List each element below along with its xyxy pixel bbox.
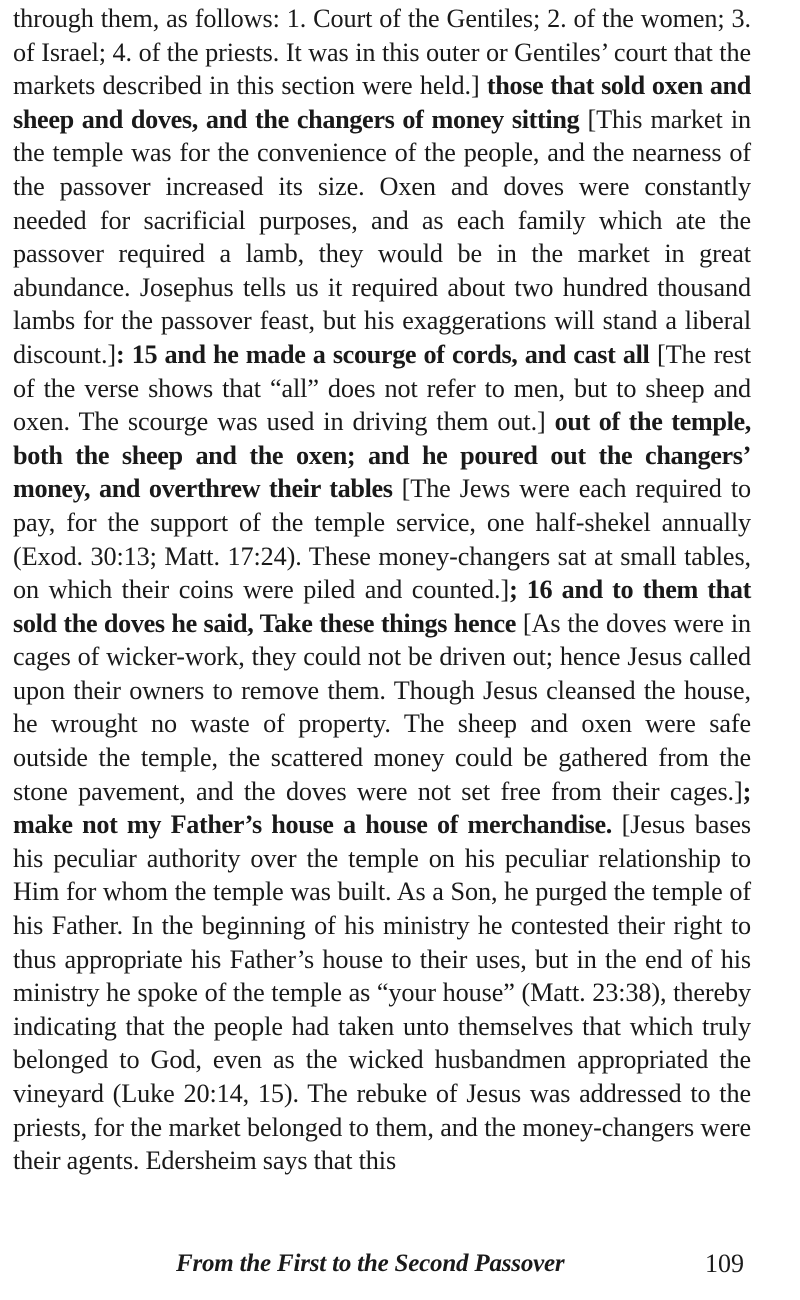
page-footer [0,1245,800,1285]
running-title: From the First to the Second Passover [176,1250,565,1277]
scripture-text: out of the temple, both the sheep and the oxen; and he poured out the changers’ money, and overthrew their tables [13,407,751,504]
page-content [13,2,751,1178]
commentary-text: [Jesus bases his peculiar authority over the temple on his peculiar relationship to Him for whom the temple was built. As a Son, he purged the temple of his Father. In the beginning of his ministry he contested their right to thus appropriate his Father’s house to their uses, but in the end of his ministry he spoke of the temple as “your house” (Matt. 23:38), thereby indicating that the people had taken unto themselves that which truly belonged to God, even as the wicked husbandmen appropriated the vineyard (Luke 20:14, 15). The rebuke of Jesus was addressed to the priests, for the market belonged to them, and the money-changers were their agents. Edersheim says that this [13,810,751,1176]
commentary-text: [As the doves were in cages of wicker-work, they could not be driven out; hence Jesus called upon their owners to remove them. Though Jesus cleansed the house, he wrought no waste of property. The sheep and oxen were safe outside the temple, the scattered money could be gathered from the stone pavement, and the doves were not set free from their cages.] [13,608,752,806]
scripture-text: those that sold oxen and sheep and doves, and the changers of money sitting [13,71,751,134]
scripture-text: : 15 and he made a scourge of cords, and cast all [116,339,650,369]
scripture-text: ; make not my Father’s house a house of merchandise. [13,776,751,840]
scripture-text: ; 16 and to them that sold the doves he said, Take these things hence [13,575,751,638]
commentary-text: through them, as follows: 1. Court of the Gentiles; 2. of the women; 3. of Israel; 4. of the priests. It was in this outer or Gentiles’ court that the markets described in this section were held.] [13,4,751,101]
commentary-text: [This market in the temple was for the convenience of the people, and the nearness of the passover increased its size. Oxen and doves were constantly needed for sacrificial purposes, and as each family which ate the passover required a lamb, they would be in the market in great abundance. Josephus tells us it required about two hundred thousand lambs for the passover feast, but his exaggerations will stand a liberal discount.] [13,104,751,369]
commentary-text: [The rest of the verse shows that “all” does not refer to men, but to sheep and oxen. The scourge was used in driving them out.] [13,339,751,437]
body-paragraph [13,2,751,1178]
commentary-text: [The Jews were each required to pay, for the support of the temple service, one half-shekel annually (Exod. 30:13; Matt. 17:24). These money-changers sat at small tables, on which their coins were piled and counted.] [13,474,751,605]
page-number: 109 [705,1249,744,1278]
